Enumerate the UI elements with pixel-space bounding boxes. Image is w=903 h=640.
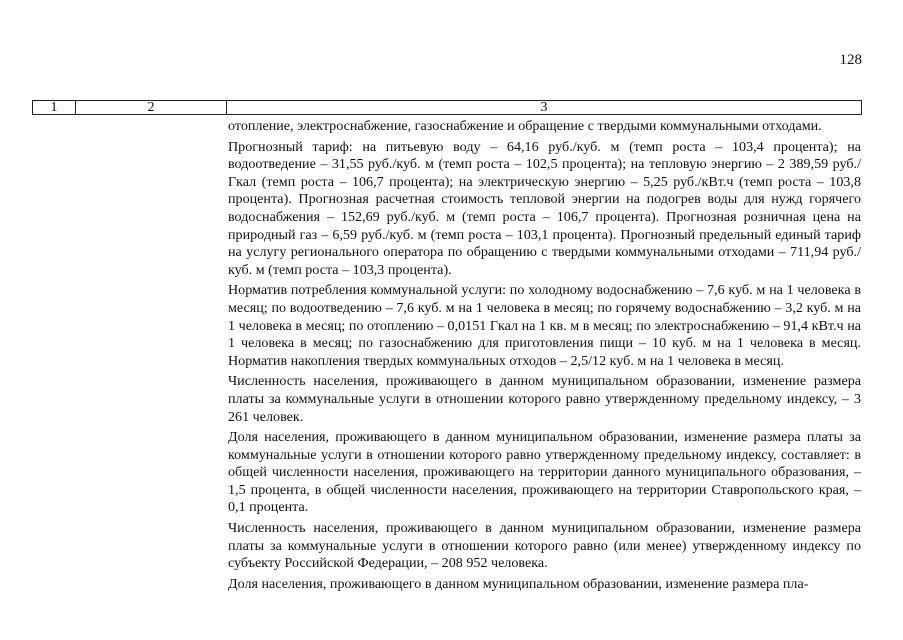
- paragraph: Норматив потребления коммунальной услуги: по холодному водоснабжению – 7,6 куб. м на 1 человека в месяц; по водоотведению – 7,6 куб. м на 1 человека в месяц; по горячему водоснабжению – 3,2 куб. м на 1 человека в месяц; по отоплению – 0,0151 Гкал на 1 кв. м в месяц; по электроснабжению – 91,4 кВт.ч на 1 человека в месяц; по газоснабжению для приготовления пищи – 10 куб. м на 1 человека в месяц. Норматив накопления твердых коммунальных отходов – 2,5/12 куб. м на 1 человека в месяц.: [228, 282, 861, 369]
- column-header-3: 3: [227, 101, 862, 115]
- paragraph: Численность населения, проживающего в данном муниципальном образовании, изменение размера платы за коммунальные услуги в отношении которого равно (или менее) утвержденному индексу по субъекту Российской Федерации, – 208 952 человека.: [228, 520, 861, 572]
- page-number: 128: [839, 52, 862, 68]
- paragraph: отопление, электроснабжение, газоснабжение и обращение с твердыми коммунальными отходами.: [228, 118, 822, 134]
- column-header-2: 2: [76, 101, 227, 115]
- paragraph: Прогнозный тариф: на питьевую воду – 64,16 руб./куб. м (темп роста – 103,4 процента); на водоотведение – 31,55 руб./куб. м (темп роста – 102,5 процента); на тепловую энергию – 2 389,59 руб./Гкал (темп роста – 106,7 процента); на электрическую энергию – 5,25 руб./кВт.ч (темп роста – 103,8 процента). Прогнозная расчетная стоимость тепловой энергии на подогрев воды для нужд горячего водоснабжения – 152,69 руб./куб. м (темп роста – 106,7 процента). Прогнозная розничная цена на природный газ – 6,59 руб./куб. м (темп роста – 103,1 процента). Прогнозный предельный единый тариф на услугу регионального оператора по обращению с твердыми коммунальными отходами – 711,94 руб./куб. м (темп роста – 103,3 процента).: [228, 138, 861, 278]
- paragraph: Доля населения, проживающего в данном муниципальном образовании, изменение размера пла-: [228, 575, 809, 592]
- table-header-row: [32, 100, 862, 115]
- document-body: [228, 118, 861, 596]
- paragraph: Доля населения, проживающего в данном муниципальном образовании, изменение размера платы за коммунальные услуги в отношении которого равно утвержденному предельному индексу, составляет: в общей численности населения, проживающего на территории данного муниципального образования, – 1,5 процента, в общей численности населения, проживающего на территории Ставропольского края, – 0,1 процента.: [228, 429, 861, 516]
- paragraph: Численность населения, проживающего в данном муниципальном образовании, изменение размера платы за коммунальные услуги в отношении которого равно утвержденному предельному индексу, – 3 261 человек.: [228, 373, 861, 425]
- column-header-1: 1: [33, 101, 76, 115]
